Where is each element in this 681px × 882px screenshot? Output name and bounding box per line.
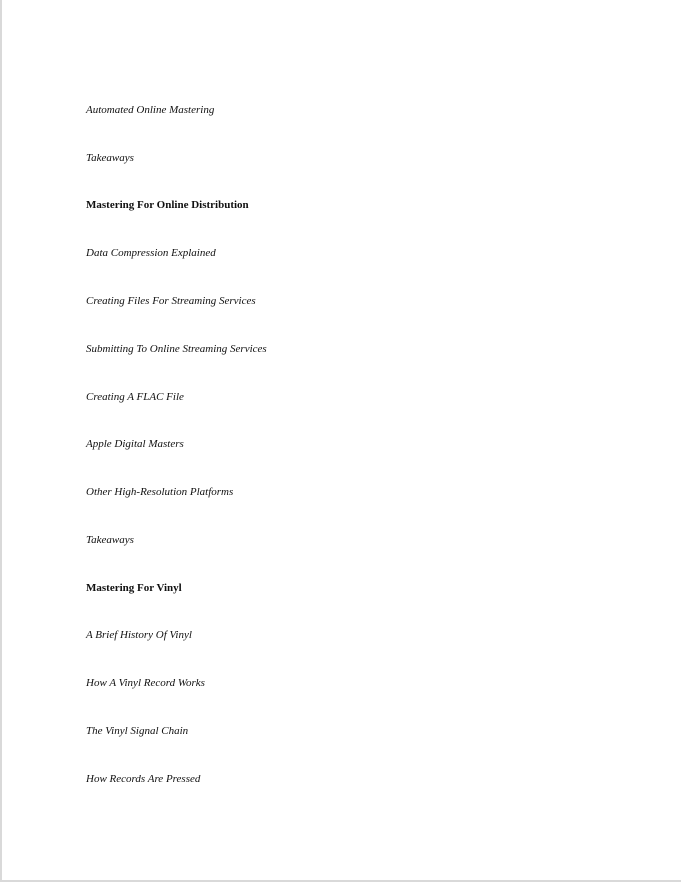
- toc-entry-data-compression-explained: Data Compression Explained: [86, 247, 216, 259]
- toc-entry-takeaways: Takeaways: [86, 152, 134, 164]
- toc-chapter-mastering-for-online-distribution: Mastering For Online Distribution: [86, 199, 249, 211]
- toc-entry-automated-online-mastering: Automated Online Mastering: [86, 104, 215, 116]
- toc-entry-apple-digital-masters: Apple Digital Masters: [86, 438, 184, 450]
- toc-entry-submitting-to-online-streaming-services: Submitting To Online Streaming Services: [86, 343, 267, 355]
- toc-entry-how-records-are-pressed: How Records Are Pressed: [86, 773, 201, 785]
- toc-entry-creating-a-flac-file: Creating A FLAC File: [86, 391, 184, 403]
- toc-entry-takeaways: Takeaways: [86, 534, 134, 546]
- toc-entry-how-a-vinyl-record-works: How A Vinyl Record Works: [86, 677, 205, 689]
- toc-chapter-mastering-for-vinyl: Mastering For Vinyl: [86, 582, 182, 594]
- toc-entry-other-high-resolution-platforms: Other High-Resolution Platforms: [86, 486, 234, 498]
- toc-entry-the-vinyl-signal-chain: The Vinyl Signal Chain: [86, 725, 189, 737]
- toc-entry-a-brief-history-of-vinyl: A Brief History Of Vinyl: [86, 629, 192, 641]
- toc-entry-creating-files-for-streaming-services: Creating Files For Streaming Services: [86, 295, 256, 307]
